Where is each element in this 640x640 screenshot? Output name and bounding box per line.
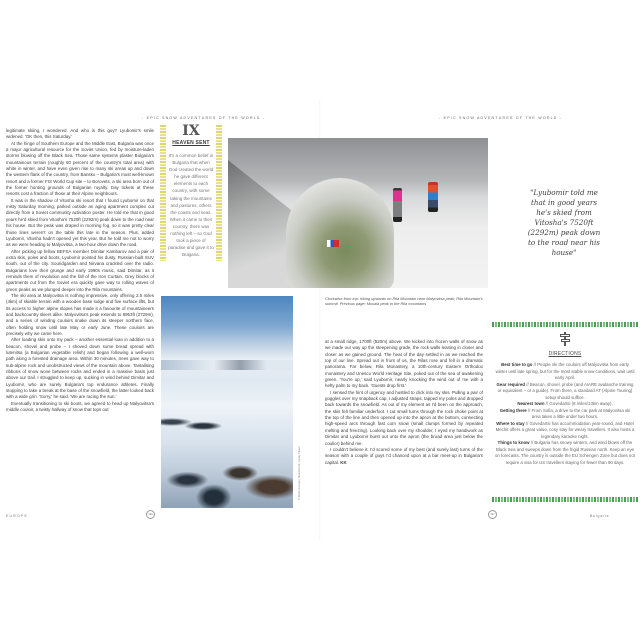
photo-rocks: [161, 438, 293, 508]
directions-item: [495, 382, 635, 402]
paragraph: I sensed the hint of urgency and hustled to click into my skis. Pulling a pair of goggles over my snapback cap, I adjusted straps, tapped my poles and dropped back towards the snowfield. As out of my element as I'd been on the approach, the skis felt familiar underfoot. I cut small turns through the rock choke point at the top of the line and then opened up into the apron at the bottom, connecting high-speed arcs through fast corn snow (small clumps formed by repeated melting and freezing). Looking back over my shoulder, I eyed my handiwork as Dimitar and Lyubomir burst out onto the apron (the broad area just below the coulior) behind me.: [325, 389, 483, 446]
directions-label: Best time to go: [501, 362, 533, 367]
paragraph-text: I couldn't believe it. I'd scored some of my best (and surely last) turns of the season with a couple of guys I'd chanced upon at a bar meet-up in Bulgaria's capital.: [325, 446, 483, 465]
paragraph: It was in the shadow of Vitosha ski resort that I found Lyubomir on that misty Saturday morning, parked outside an aging apartment complex cut directly from a Soviet community activation poster. He told me that in good years he'd skied from Vitosha's 7520ft (2292m) peak down to the road near his house. But the peak was draped in morning fog, so it was pretty clear those lines weren't on the table this late in the season. Plus, added Lyubomir, Vitosha hadn't opened yet this year. But he told me not to worry as we were heading to Malyovitsa, a two-hour drive down the road.: [6, 197, 154, 248]
sidebar-title: HEAVEN SENT: [172, 140, 210, 146]
paragraph: [325, 447, 483, 466]
green-ornament-border: [492, 497, 638, 502]
photo-rock: [286, 178, 394, 288]
article-middle-column: [325, 339, 483, 466]
photo-ridge: [161, 360, 293, 370]
trail-marker: [327, 240, 339, 247]
directions-text: // Bulgaria has snowy winters, and wind blows off the Black Sea and sweeps down from the frigid Russian north. Keep an eye on forecasts. The country is outside the EU Schengen Zone but does not require a visa for US travellers staying for fewer than 90 days.: [495, 440, 635, 465]
folio-section-left: EUROPE: [6, 514, 28, 518]
directions-text: // Govedartsi has accommodation year-round, and Hotel Mechit offers a great value, cosy stay for weary travellers. It also hosts a legendary karaoke night.: [495, 420, 635, 439]
photo-credit: © Zlatko Kostyan | Shutterstock; Lonely Planet: [298, 446, 301, 500]
directions-item: [495, 421, 635, 441]
directions-box: [495, 332, 635, 466]
paragraph: at a small ridge, 1700ft (520m) above. We kicked into frozen walls of snow as we made our way up the steepening grade, the rock walls leaning in closer and closer as we gained ground. The heat of the day settled in as we reached the top of our line. Spread out in front of us, the Rilas rose and fell in a dramatic panorama. Far below, Rila Monastery, a 10th-century Eastern Orthodox monastery and Unesco World Heritage Site, poked out of the sea of awakening green. 'You're up,' said Lyubomir, nearly knocking the wind out of me with a hefty palm to my back. 'Guests drop first.': [325, 339, 483, 389]
photo-hikers: [228, 138, 488, 288]
gold-ornament-border: [160, 125, 166, 261]
directions-item: [495, 440, 635, 466]
photo-caption: Clockwise from top: hiking upwards on Rila Mountain near Malyovitsa peak; Rila Mountain's summit. Previous page: Musala peak in the Rila mountains: [325, 296, 483, 307]
signpost-icon: [558, 332, 572, 346]
green-ornament-border: [492, 322, 638, 327]
directions-item: [495, 362, 635, 382]
sidebar-text: It's a common belief in Bulgaria that when God created the world he gave different elements to each country, with some taking the mountains and pastures, others the coasts and seas. When it came to their country, there was nothing left – so God took a piece of paradise and gave it to Bulgaria.: [168, 153, 214, 258]
folio-section-right: Bulgaria: [590, 514, 610, 518]
directions-label: Getting there: [499, 407, 527, 413]
running-head-right: - EPIC SNOW ADVENTURES OF THE WORLD -: [439, 116, 563, 120]
directions-item: [495, 408, 635, 421]
directions-label: Gear required: [496, 381, 526, 387]
paragraph: legitimate skiing, I wondered. And who is this guy? Lyubomir's smile widened. 'OK then, this Saturday.': [6, 128, 154, 140]
paragraph: At the hinge of Southern Europe and the Middle East, Bulgaria was once a major agricultural resource for the Soviet Union, fed by moisture-laden storms blowing off the Black Sea. Those same systems plaster Bulgaria's mountainous terrain (roughly 60 percent of the country's total area) with white in winter, and have even given rise to many ski areas up and down the western flank of the country, from Bansko – Bulgaria's most well-known resort and a former FIS World Cup site – to Borovets, a ski area born out of the former hunting grounds of Bulgarian royalty. Day tickets at these resorts cost a fraction of those at their Alpine neighbours.: [6, 140, 154, 197]
directions-label: Things to know: [497, 440, 530, 445]
directions-label: Where to stay: [496, 420, 525, 426]
directions-text: // People ski the couloirs off Malyovitsa from early winter until late spring, but for the most stable snow conditions, wait until early April.: [495, 362, 635, 380]
roman-numeral-logo: IX: [182, 123, 200, 139]
directions-label: Nearest town: [517, 401, 545, 406]
pull-quote: "Lyubomir told me that in good years he's skied from Vitosha's 7520ft (2292m) peak down to the road near his house": [527, 188, 601, 257]
hiker-pink: [393, 188, 402, 222]
paragraph: After picking up fellow BEFSA member Dimitar Kambarov and a pair of extra skis, poles and boots, Lyubomir pointed his dusty, Russian-built SUV south, out of the city. Soundgarden and Nirvana crackled over the radio. Bulgarians love their grunge and early 1990s music, said Dimitar, as it reminds them of revolution and the fall of the Iron Curtain. Grey blocks of apartments cut from the Soviet era quickly gave way to rolling waves of green peaks as we plunged deeper into the Rila mountains.: [6, 248, 154, 292]
directions-text: // From Sofia, a drive to the car park at Malyovitsa ski area takes a little under two hours.: [526, 407, 631, 419]
running-head-left: - EPIC SNOW ADVENTURES OF THE WORLD -: [142, 116, 266, 120]
hiker-blue: [428, 182, 438, 212]
directions-list: [495, 362, 635, 466]
directions-title: DIRECTIONS: [548, 351, 582, 357]
end-mark: KK: [340, 459, 347, 465]
directions-text: // Govedartsi (8 miles/13km away).: [544, 401, 613, 406]
directions-text: // Beacon, shovel, probe (and AIARE avalanche training or equivalent – or a guide). From there, a standard AT (Alpine Touring) setup should suffice.: [497, 381, 634, 400]
paragraph: After loading skis onto my pack – another essential loan in addition to a beacon, shovel and probe – I shoved down some bread spread with lutenitsa (a Bulgarian vegetable relish) and began following a well-worn path along a forested drainage area. Within 30 minutes, trees gave way to sub-alpine rock and unobstructed views of the mountain above. Tantalising ribbons of snow wove between rocks and ended in a massive basin just above our trail. I struggled to keep up, sucking in wind behind Dimitar and Lyubomir, who are surely Bulgaria's top endurance athletes. Finally stopping to take a break at the base of the snowfield, the latter looked back with a wide grin. 'Sorry,' he said. 'We are racing the sun.': [6, 337, 154, 400]
paragraph: The ski area at Malyovitsa is nothing impressive, only offering 2.5 miles (4km) of skiable terrain with a wooden base lodge and five surface lifts, but its access to higher alpine slopes has made it a favourite of mountaineers and backcountry skiers alike. Malyovitsa's peak extends to 8953ft (2729m), and a series of winding couloirs snake down its steeper northern face, often holding snow until late May or early June. These couloirs are precisely why we came here.: [6, 292, 154, 336]
page-number-left: 196: [146, 510, 155, 519]
paragraph: Eventually transitioning to ski boots, we agreed to head up Malyovitsa's middle couloir, a twisty hallway of snow that tops out: [6, 400, 154, 413]
gold-ornament-border: [216, 125, 222, 261]
article-left-column: [6, 128, 154, 413]
heaven-sent-sidebar: [168, 124, 214, 258]
page-number-right: 197: [488, 510, 497, 519]
photo-aerial-mountains: [161, 296, 293, 508]
